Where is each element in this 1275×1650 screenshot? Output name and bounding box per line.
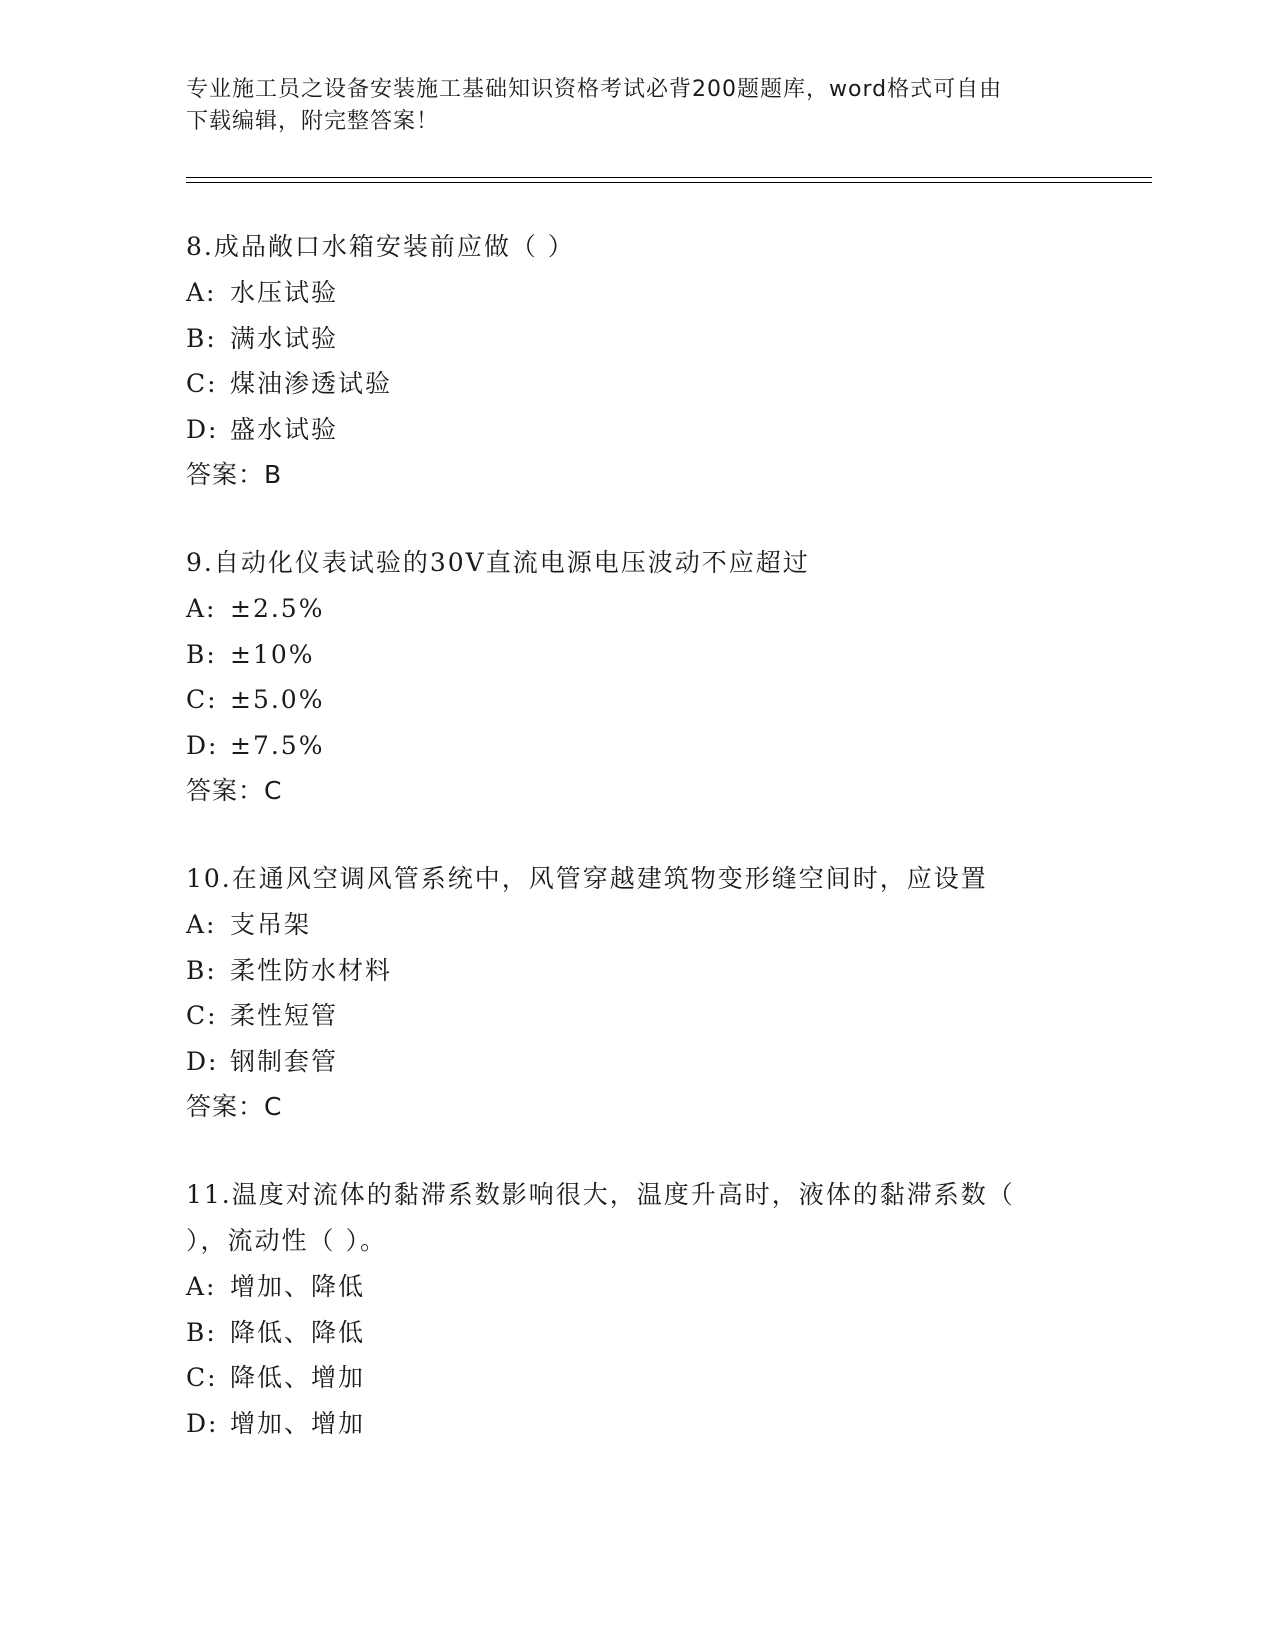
option-c — [186, 1355, 1106, 1401]
option-text: 柔性防水材料 — [230, 955, 393, 985]
option-letter: A: — [186, 910, 217, 939]
header-divider-top — [186, 177, 1152, 178]
option-text: ±2.5% — [230, 594, 325, 623]
question-8 — [186, 224, 1106, 498]
option-b — [186, 948, 1106, 994]
option-a — [186, 586, 1106, 632]
question-10 — [186, 856, 1106, 1130]
option-letter: B: — [186, 955, 217, 985]
option-text: 支吊架 — [230, 910, 312, 939]
header-divider-bottom — [186, 182, 1152, 183]
option-letter: B: — [186, 323, 217, 353]
option-letter: A: — [186, 278, 217, 307]
header-line-2: 下载编辑，附完整答案！ — [186, 109, 440, 134]
option-letter: A: — [186, 594, 217, 623]
option-letter: A: — [186, 1272, 217, 1301]
option-b — [186, 316, 1106, 362]
option-text: 水压试验 — [230, 278, 339, 307]
option-text: 满水试验 — [230, 323, 339, 353]
option-c — [186, 993, 1106, 1039]
option-letter: C: — [186, 1363, 218, 1392]
question-text: 9.自动化仪表试验的30V直流电源电压波动不应超过 — [186, 548, 810, 577]
document-header — [186, 74, 1086, 138]
question-text: 8.成品敞口水箱安装前应做（ ） — [186, 232, 575, 261]
option-letter: D: — [186, 414, 219, 444]
answer-line — [186, 1084, 1106, 1130]
question-11 — [186, 1172, 1106, 1446]
option-letter: C: — [186, 1001, 218, 1030]
answer-line — [186, 768, 1106, 814]
option-a — [186, 1264, 1106, 1310]
option-letter: B: — [186, 639, 217, 669]
option-text: 钢制套管 — [230, 1046, 339, 1076]
answer-line — [186, 452, 1106, 498]
option-text: 增加、降低 — [230, 1272, 366, 1301]
option-d — [186, 407, 1106, 453]
option-a — [186, 902, 1106, 948]
option-text: 柔性短管 — [230, 1001, 339, 1030]
answer-value: C — [264, 1092, 283, 1121]
answer-label: 答案： — [186, 776, 265, 805]
option-letter: D: — [186, 1408, 219, 1438]
option-text: 盛水试验 — [230, 414, 339, 444]
option-letter: C: — [186, 369, 218, 398]
answer-value: B — [264, 460, 283, 489]
option-b — [186, 632, 1106, 678]
answer-value: C — [264, 776, 283, 805]
question-text-line-1: 11.温度对流体的黏滞系数影响很大，温度升高时，液体的黏滞系数（ — [186, 1180, 1015, 1209]
option-text: 增加、增加 — [230, 1408, 366, 1438]
option-c — [186, 361, 1106, 407]
header-line-1: 专业施工员之设备安装施工基础知识资格考试必背200题题库，word格式可自由 — [186, 77, 1003, 102]
option-d — [186, 1401, 1106, 1447]
option-d — [186, 723, 1106, 769]
option-d — [186, 1039, 1106, 1085]
option-letter: D: — [186, 1046, 219, 1076]
option-text: ±7.5% — [230, 730, 325, 760]
option-text: ±10% — [230, 639, 315, 669]
option-b — [186, 1310, 1106, 1356]
option-text: 降低、降低 — [230, 1317, 366, 1347]
answer-label: 答案： — [186, 1092, 265, 1121]
question-9 — [186, 540, 1106, 814]
answer-label: 答案： — [186, 460, 265, 489]
option-text: 煤油渗透试验 — [230, 369, 393, 398]
option-text: ±5.0% — [230, 685, 325, 714]
option-c — [186, 677, 1106, 723]
option-text: 降低、增加 — [230, 1363, 366, 1392]
option-letter: D: — [186, 730, 219, 760]
option-letter: C: — [186, 685, 218, 714]
question-text: 10.在通风空调风管系统中，风管穿越建筑物变形缝空间时，应设置 — [186, 864, 988, 893]
option-a — [186, 270, 1106, 316]
option-letter: B: — [186, 1317, 217, 1347]
question-text-line-2: ），流动性（ ）。 — [186, 1226, 387, 1255]
